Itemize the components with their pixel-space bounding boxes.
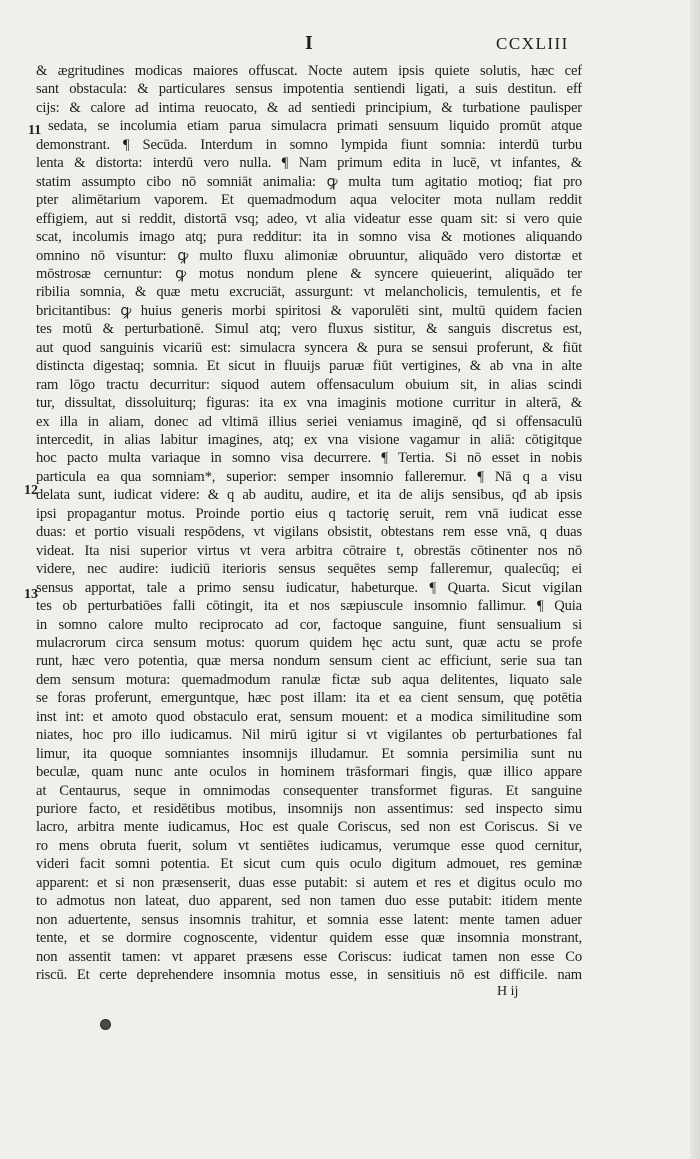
text-line: limur, ita quoque somniantes insomnijs illudamur. Et somnia persimilia sunt nu — [36, 745, 582, 762]
signature-mark: I — [305, 32, 314, 54]
page-edge-shadow — [690, 0, 700, 1159]
text-line: puriore facto, et residētibus motibus, insomnijs non assentimus: sed inspecto simu — [36, 801, 582, 817]
text-line: hoc pacto multa variaque in somno visa decurrere. ¶ Tertia. Si nō esset in nobis — [36, 450, 582, 467]
text-line: omnino nō visuntur: ꝙ multo fluxu alimoniæ obruuntur, aliquādo vero distortæ et — [36, 247, 582, 264]
margin-number: 11 — [28, 123, 42, 138]
text-line: tente, et se dormire cognoscente, videntur quidem esse quæ insomnia monstrant, — [36, 930, 582, 947]
text-line: videri facit somni potentia. Et sicut cum quis oculo digitum admouet, res geminæ — [36, 856, 582, 873]
text-line: aut quod sanguinis vicariū est: simulacra syncera & pura se sensui proferunt, & fiūt — [36, 339, 582, 356]
catchword: H ij — [497, 984, 519, 999]
text-line: apparent: et si non præsenserit, duas esse putabit: si autem et res et digitus oculo mo — [36, 874, 582, 891]
text-line: mulacrorum circa sensum motus: quorum quidem hęc actu sunt, quæ actu se profe — [36, 634, 582, 651]
folio-number: CCXLIII — [496, 34, 569, 53]
text-line: sensus apportat, tale a primo sensu iudicatur, habeturque. ¶ Quarta. Sicut vigilan — [36, 579, 582, 596]
text-line: inst int: et amoto quod obstaculo erat, sensum mouent: et a modica similitudine som — [36, 708, 582, 725]
text-line: ex illa in aliam, donec ad vltimā illius seriei veniamus imaginē, qđ si offensaculū — [36, 413, 582, 430]
text-line: pter alimētarium vaporem. Et quemadmodum aqua velociter mota nullam reddit — [36, 192, 582, 209]
text-line: se foras proferunt, emerguntque, hæc post illam: ita et ea cient sensum, quę potētia — [36, 690, 582, 707]
text-line: duas: et portio visuali respōdens, vt vigilans obsistit, obtestans rem esse vnā, q duas — [36, 524, 582, 541]
text-line: distincta digestaq; somnia. Et sicut in fluuijs paruæ fiūt vertigines, & ab vna in alte — [36, 358, 582, 375]
text-line: tes motū & perturbationē. Simul atq; vero fluxus sistitur, & sanguis discretus est, — [36, 321, 582, 338]
text-line: riscū. Et certe deprehendere insomnia motus esse, in sensitiuis nō est difficile. nam — [36, 967, 582, 984]
text-line: demonstrant. ¶ Secūda. Interdum in somno lympida fiunt somnia: interdū turbu — [36, 136, 582, 153]
text-line: videre, nec audire: iudiciū iterioris sensus sequētes semp falleremur, qualecūq; ei — [36, 561, 582, 578]
text-line: tur, dissultat, dissoluiturq; figuras: ita ex vna imaginis motione curritur in alterā, & — [36, 395, 582, 412]
text-line: mōstrosæ cernuntur: ꝙ motus nondum plene & syncere quieuerint, aliquādo ter — [36, 265, 582, 282]
text-line: dem sensum motura: quemadmodum ranulæ fictæ sub aqua delitentes, liquato sale — [36, 671, 582, 688]
page-header — [0, 30, 700, 60]
text-line: cijs: & calore ad intima reuocato, & ad sentiedi principium, & turbatione paulisper — [36, 99, 582, 116]
text-line: delata sunt, iudicat videre: & q ab auditu, audire, et ita de alijs sensibus, qđ ab ipsis — [36, 487, 582, 504]
text-line: particula ea qua somniam*, superior: semper insomnio falleremur. ¶ Nā q a visu — [36, 468, 582, 485]
text-line: sant obstacula: & particulares sensus impotentia sentiendi ligati, a suis destitun. eff — [36, 81, 582, 98]
text-line: bricitantibus: ꝙ huius generis morbi spiritosi & vaporulēti sint, multū quidem facien — [36, 302, 582, 319]
text-line: non aduertente, sensus insomnis trahitur, et somnia esse latent: mente tamen aduer — [36, 911, 582, 928]
text-line: tes ob perturbatiōes falli cōtingit, ita et nos sæpiuscule insomnio fallimur. ¶ Quia — [36, 598, 582, 615]
text-line: intercedit, in alias labitur imagines, atq; ex vna visione vagamur in aliā: cōtigitque — [36, 432, 582, 448]
text-line: ribilia somnia, & quæ metu excruciāt, assurgunt: vt melancholicis, temulentis, et fe — [36, 284, 582, 301]
text-line: & ægritudines modicas maiores offuscat. Nocte autem ipsis quiete solutis, hæc cef — [36, 63, 582, 79]
text-line: videat. Ita nisi superior virtus vt vera arbitra cōtraire t, obrestās cōtinenter nos nō — [36, 542, 582, 559]
margin-number: 12 — [24, 483, 38, 498]
text-line: in somno calore multo reciprocato ad cor, factoque sanguine, fiunt sensualium si — [36, 616, 582, 633]
text-line: at Centaurus, seque in omnimodas consequenter transformet figuras. Et sanguine — [36, 782, 582, 799]
text-line: lacro, arbitra mente iudicamus, Hoc est quale Coriscus, sed non est Coriscus. Si ve — [36, 819, 582, 836]
text-line: lenta & distorta: interdū vero nulla. ¶ Nam primum edita in lucē, vt infantes, & — [36, 155, 582, 172]
text-line: effigiem, aut si reddit, distortā vsq; adeo, vt alia videatur esse quam sit: si vero quie — [36, 210, 582, 227]
text-line: beculæ, quam nunc ante oculos in hominem trāsformari fingis, quæ illico appare — [36, 764, 582, 781]
text-line: scat, incolumis imago atq; pura redditur: ita in somno visa & motiones aliquando — [36, 229, 582, 246]
text-line: ipsi propagantur motus. Proinde portio eius q tactorię seruit, rem vnā iudicat esse — [36, 505, 582, 522]
text-line: non assentit tamen: vt apparet præsens esse Coriscus: iudicat tamen non esse Co — [36, 948, 582, 965]
text-line: ro mens obruta fuerit, solum vt sentiētes iudicamus, verumque esse quod cernitur, — [36, 837, 582, 854]
text-line: ram lōgo tractu decurritur: siquod autem offensaculum obuium sit, in alias scindi — [36, 376, 582, 393]
text-line: niates, hoc pro illo iudicamus. Nil mirū igitur si vt vigilantes ob perturbationes fal — [36, 727, 582, 744]
margin-number: 13 — [24, 587, 38, 602]
text-line: statim assumpto cibo nō somniāt animalia: ꝙ multa tum agitatio motioq; fiat pro — [36, 173, 582, 190]
text-line: runt, hæc vero potentia, quæ mersa nondum sensum cient ac efficiunt, serie sua tan — [36, 653, 582, 670]
text-line: to admotus non lateat, duo apparent, sed non tamen duo esse putabit: itidem mente — [36, 893, 582, 910]
text-line: sedata, se incolumia etiam parua simulacra primati sensuum liquido promūt atque — [48, 118, 582, 135]
ink-dot — [100, 1019, 111, 1030]
